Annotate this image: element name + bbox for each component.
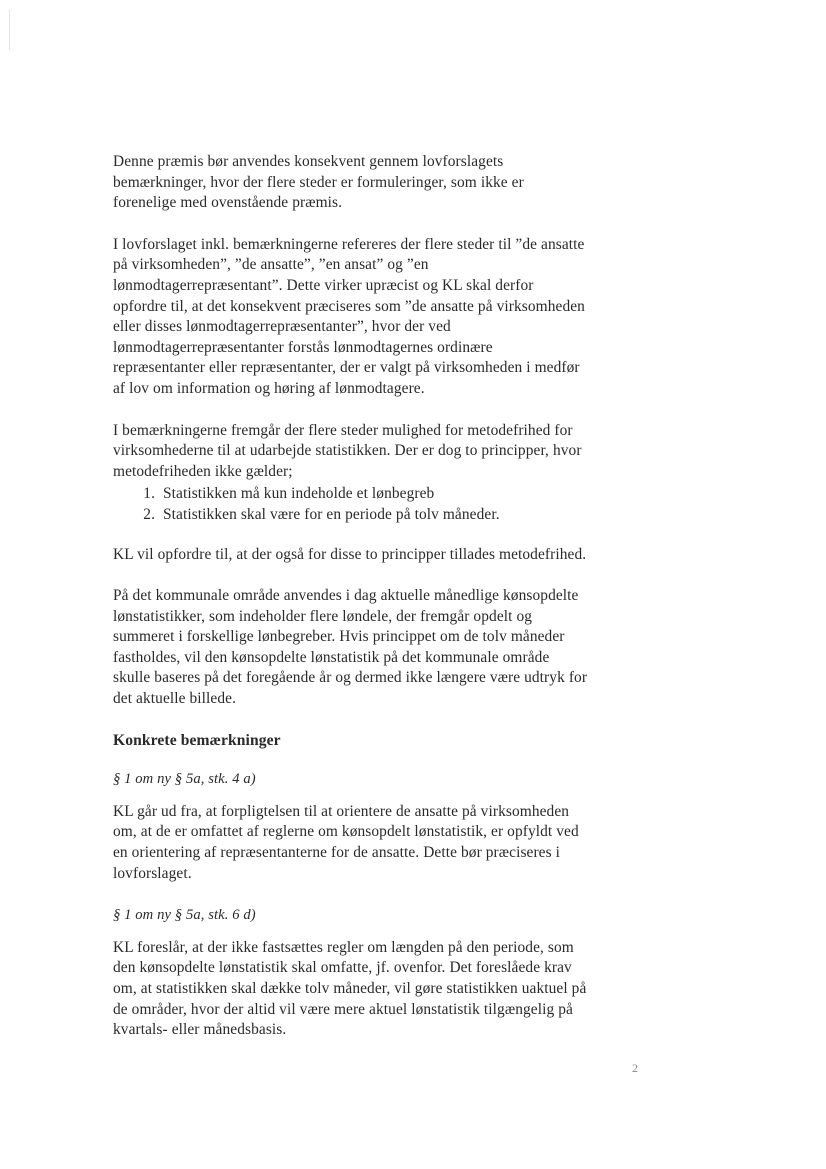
section-reference-1: § 1 om ny § 5a, stk. 4 a) xyxy=(113,771,256,788)
document-page xyxy=(113,152,608,1062)
paragraph-reference-1: KL går ud fra, at forpligtelsen til at orientere de ansatte på virksomheden om, at de er omfattet af reglerne om kønsopdelt lønstatistik, er opfyldt ved en orientering af repræsentanterne for de ansatte. Dette bør præciseres i lovforslaget. xyxy=(113,802,579,882)
page-number: 2 xyxy=(632,1061,638,1075)
paragraph-reference-2: KL foreslår, at der ikke fastsættes regler om længden på den periode, som den kønsopdelte lønstatistik skal omfatte, jf. ovenfor. Det foreslåede krav om, at statistikken skal dække tolv måneder, vil gøre statistikken uaktuel på de områder, hvor der altid vil være mere aktuel lønstatistik tilgængelig på kvartals- eller månedsbasis. xyxy=(113,938,587,1039)
paragraph-recommendation: KL vil opfordre til, at der også for disse to principper tillades metodefrihed. xyxy=(113,545,587,563)
section-reference-2: § 1 om ny § 5a, stk. 6 d) xyxy=(113,907,256,924)
section-heading: Konkrete bemærkninger xyxy=(113,731,281,749)
paragraph-method-freedom: I bemærkningerne fremgår der flere steder mulighed for metodefrihed for virksomhederne til at udarbejde statistikken. Der er dog to principper, hvor metodefriheden ikke gælder; xyxy=(113,421,582,480)
paragraph-terminology: I lovforslaget inkl. bemærkningerne refereres der flere steder til ”de ansatte på virksomheden”, ”de ansatte”, ”en ansat” og ”en lønmodtagerrepræsentant”. Dette virker upræcist og KL skal derfor opfordre til, at det konsekvent præciseres som ”de ansatte på virksomheden eller disses lønmodtagerrepræsentanter”, hvor der ved lønmodtagerrepræsentanter forstås lønmodtagernes ordinære repræsentanter eller repræsentanter, der er valgt på virksomheden i medfør af lov om information og høring af lønmodtagere. xyxy=(113,235,585,397)
paragraph-municipal-area: På det kommunale område anvendes i dag aktuelle månedlige kønsopdelte lønstatistikker, som indeholder flere løndele, der fremgår opdelt og summeret i forskellige lønbegreber. Hvis princippet om de tolv måneder fastholdes, vil den kønsopdelte lønstatistik på det kommunale område skulle baseres på det foregående år og dermed ikke længere være udtryk for det aktuelle billede. xyxy=(113,587,588,708)
list-item: 1. Statistikken må kun indeholde et lønbegreb xyxy=(159,484,608,505)
list-item: 2. Statistikken skal være for en periode på tolv måneder. xyxy=(159,505,608,526)
scan-edge-line xyxy=(9,10,10,50)
principles-list xyxy=(113,484,608,525)
paragraph-premise: Denne præmis bør anvendes konsekvent gennem lovforslagets bemærkninger, hvor der flere steder er formuleringer, som ikke er forenelige med ovenstående præmis. xyxy=(113,153,524,212)
